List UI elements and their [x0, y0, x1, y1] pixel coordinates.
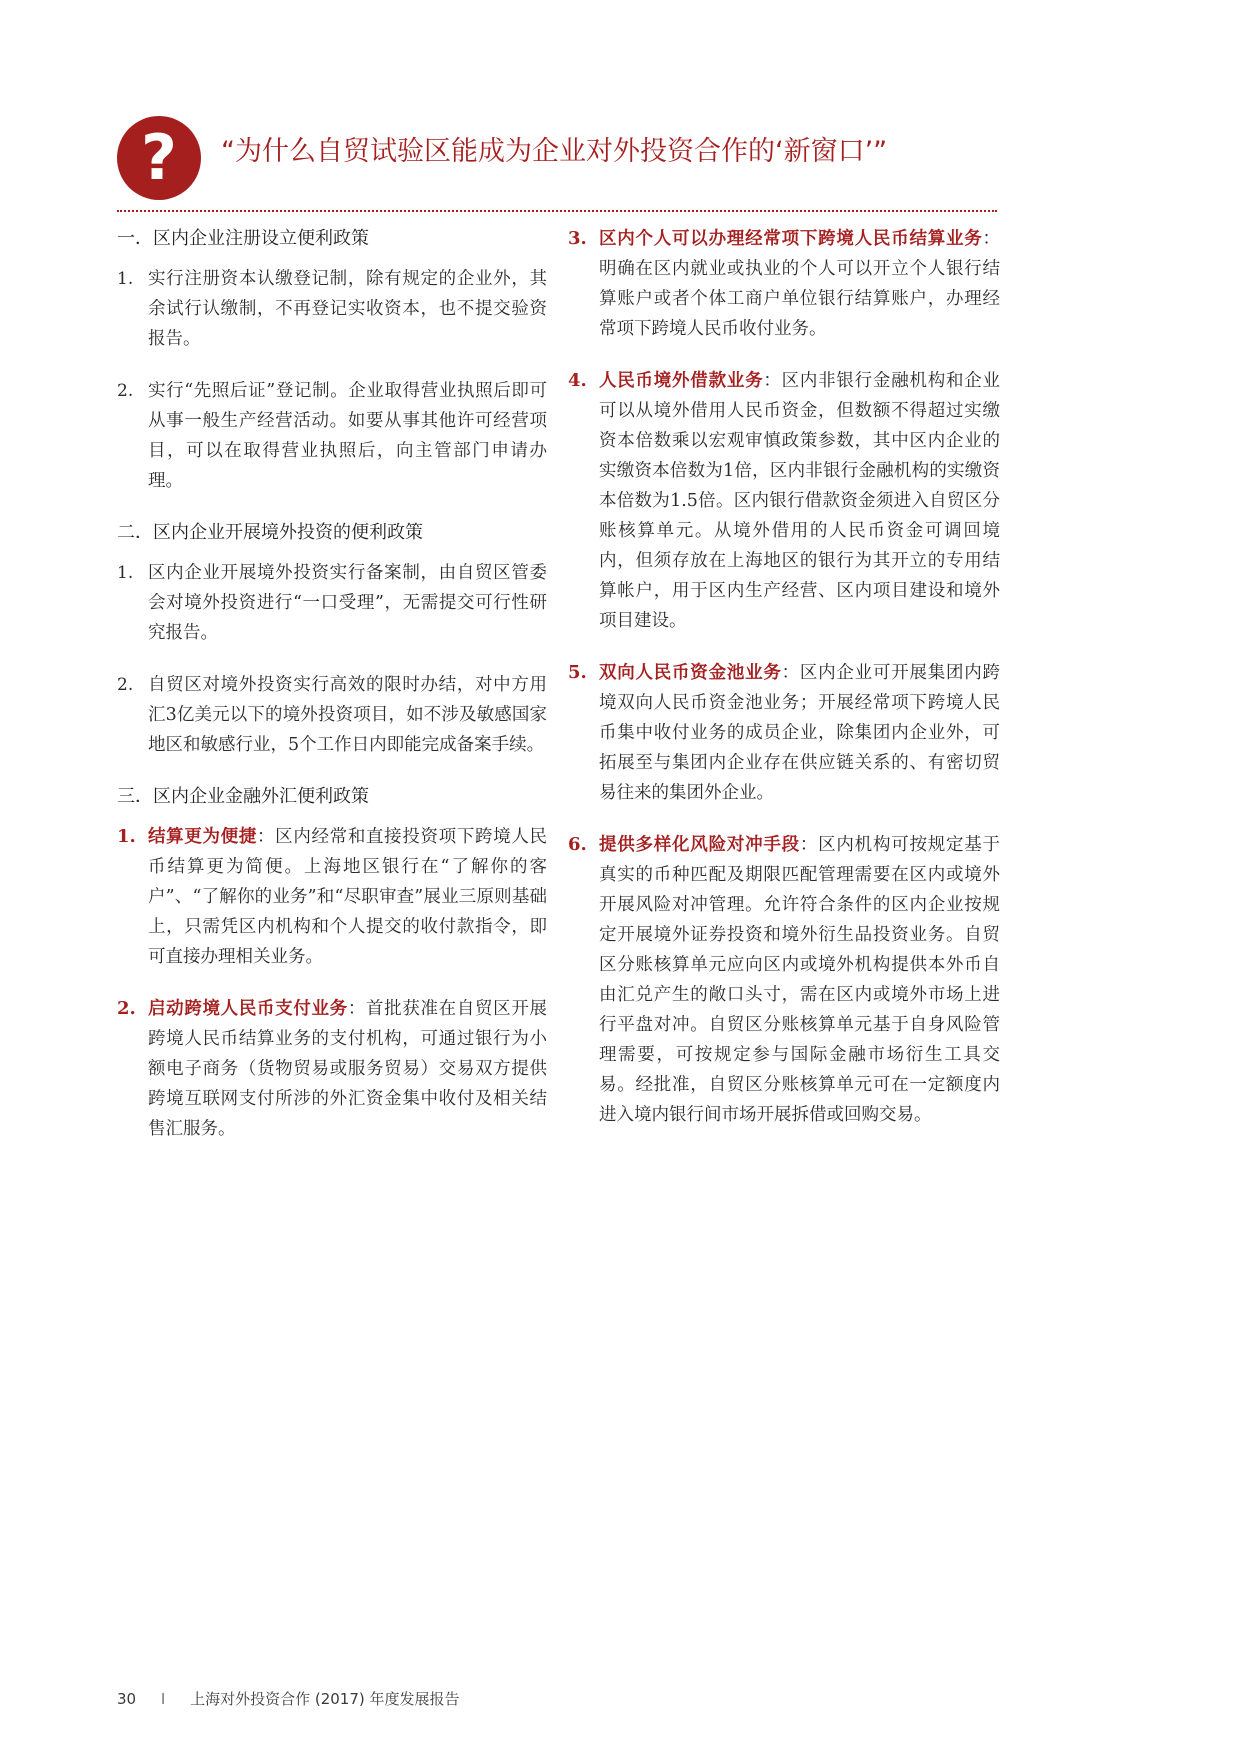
list-item [117, 994, 547, 1144]
item-keyword: 人民币境外借款业务 [599, 371, 764, 391]
section-heading-finance-forex: 三．区内企业金融外汇便利政策 [117, 786, 369, 807]
page-title: “为什么自贸试验区能成为企业对外投资合作的‘新窗口’” [221, 136, 888, 167]
list-item [568, 830, 1000, 1130]
list-item [568, 658, 1000, 808]
item-keyword: 提供多样化风险对冲手段 [599, 835, 800, 855]
item-number: 2. [117, 381, 134, 401]
item-text: ：区内机构可按规定基于真实的币种匹配及期限匹配管理需要在区内或境外开展风险对冲管理。允许符合条件的区内企业按规定开展境外证券投资和境外衍生品投资业务。自贸区分账核算单元应向区内或境外机构提供本外币自由汇兑产生的敞口头寸，需在区内或境外市场上进行平盘对冲。自贸区分账核算单元基于自身风险管理需要，可按规定参与国际金融市场衍生工具交易。经批准，自贸区分账核算单元可在一定额度内进入境内银行间市场开展拆借或回购交易。 [599, 835, 1001, 1125]
question-mark-icon: ? [117, 116, 201, 200]
item-number: 1. [117, 269, 134, 289]
page-footer [117, 1688, 460, 1709]
item-number: 2. [117, 675, 134, 695]
item-keyword: 区内个人可以办理经常项下跨境人民币结算业务 [599, 229, 983, 249]
item-text: ：明确在区内就业或执业的个人可以开立个人银行结算账户或者个体工商户单位银行结算账户，办理经常项下跨境人民币收付业务。 [599, 229, 1000, 339]
section-heading-outbound-investment: 二．区内企业开展境外投资的便利政策 [117, 522, 423, 543]
item-number: 1. [117, 826, 136, 847]
item-text: 自贸区对境外投资实行高效的限时办结，对中方用汇3亿美元以下的境外投资项目，如不涉及敏感国家地区和敏感行业，5个工作日内即能完成备案手续。 [148, 675, 547, 755]
report-title: 上海对外投资合作 (2017) 年度发展报告 [190, 1690, 460, 1708]
item-keyword: 结算更为便捷 [148, 827, 257, 847]
footer-separator: I [160, 1690, 166, 1708]
list-item [117, 376, 547, 496]
page-header [117, 116, 997, 206]
item-text: 实行“先照后证”登记制。企业取得营业执照后即可从事一般生产经营活动。如要从事其他许可经营项目，可以在取得营业执照后，向主管部门申请办理。 [148, 381, 547, 491]
item-text: 区内企业开展境外投资实行备案制，由自贸区管委会对境外投资进行“一口受理”，无需提交可行性研究报告。 [148, 563, 547, 643]
item-number: 2. [117, 998, 136, 1019]
left-column [117, 224, 547, 1166]
list-item [117, 264, 547, 354]
list-item [568, 224, 1000, 344]
item-number: 4. [568, 370, 587, 391]
item-number: 6. [568, 834, 587, 855]
list-item [117, 558, 547, 648]
item-text: ：区内企业可开展集团内跨境双向人民币资金池业务；开展经常项下跨境人民币集中收付业务的成员企业，除集团内企业外，可拓展至与集团内企业存在供应链关系的、有密切贸易往来的集团外企业。 [599, 663, 1001, 803]
item-text: ：区内经常和直接投资项下跨境人民币结算更为简便。上海地区银行在“了解你的客户”、“了解你的业务”和“尽职审查”展业三原则基础上，只需凭区内机构和个人提交的收付款指令，即可直接办理相关业务。 [148, 827, 547, 967]
item-number: 3. [568, 228, 587, 249]
item-keyword: 双向人民币资金池业务 [599, 663, 782, 683]
list-item [568, 366, 1000, 636]
list-item [117, 670, 547, 760]
dotted-divider [117, 210, 997, 212]
item-number: 5. [568, 662, 587, 683]
item-text: 实行注册资本认缴登记制，除有规定的企业外，其余试行认缴制，不再登记实收资本，也不提交验资报告。 [148, 269, 547, 349]
page-number: 30 [117, 1690, 137, 1708]
section-heading-registration: 一．区内企业注册设立便利政策 [117, 228, 369, 249]
list-item [117, 822, 547, 972]
item-keyword: 启动跨境人民币支付业务 [148, 999, 348, 1019]
item-text: ：区内非银行金融机构和企业可以从境外借用人民币资金，但数额不得超过实缴资本倍数乘以宏观审慎政策参数，其中区内企业的实缴资本倍数为1倍，区内非银行金融机构的实缴资本倍数为1.5倍。区内银行借款资金须进入自贸区分账核算单元。从境外借用的人民币资金可调回境内，但须存放在上海地区的银行为其开立的专用结算帐户，用于区内生产经营、区内项目建设和境外项目建设。 [599, 371, 1001, 631]
item-number: 1. [117, 563, 134, 583]
right-column [568, 224, 1000, 1152]
item-text: ：首批获准在自贸区开展跨境人民币结算业务的支付机构，可通过银行为小额电子商务（货物贸易或服务贸易）交易双方提供跨境互联网支付所涉的外汇资金集中收付及相关结售汇服务。 [148, 999, 548, 1139]
